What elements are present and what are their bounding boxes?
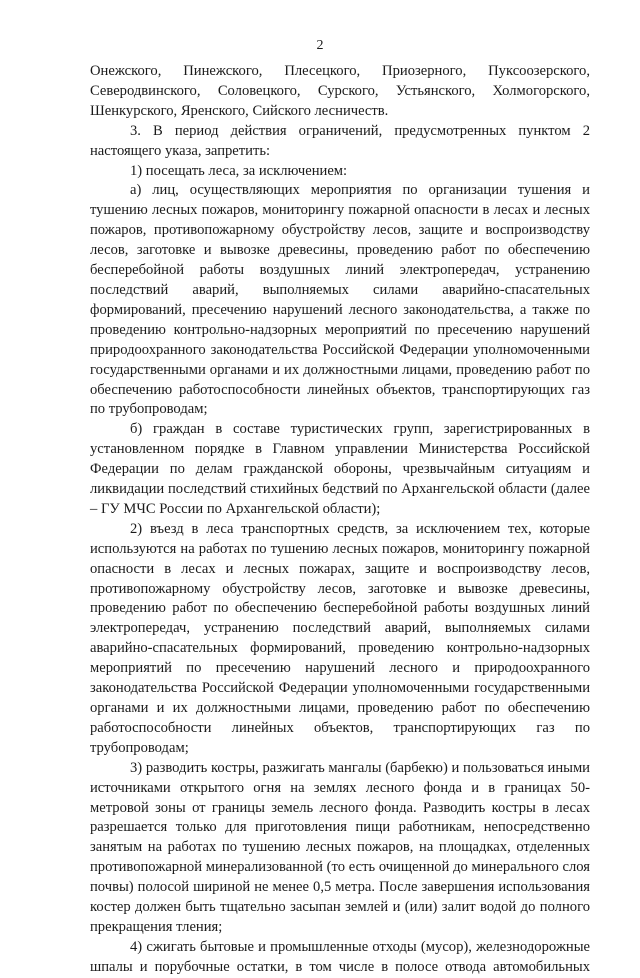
paragraph-clause-3: 3. В период действия ограничений, предусмотренных пунктом 2 настоящего указа, запретить: [90,122,590,159]
paragraph-item-4: 4) сжигать бытовые и промышленные отходы (мусор), железнодорожные шпалы и порубочные остатки, в том числе в полосе отвода автомобильных [90,938,590,975]
paragraph-forestries-list: Онежского, Пинежского, Плесецкого, Приозерного, Пуксоозерского, Северодвинского, Соловецкого, Сурского, Устьянского, Холмогорского, Шенкурского, Яренского, Сийского лесничеств. [90,63,590,119]
paragraph-item-2: 2) въезд в леса транспортных средств, за исключением тех, которые используются на работах по тушению лесных пожаров, мониторингу пожарной опасности в лесах и лесных пожарах, защите и воспроизводству лесов, противопожарному обустройству лесов, заготовке и вывозке древесины, проведению работ по обеспечению бесперебойной работы воздушных линий электропередач, устранению последствий аварий, выполняемых силами аварийно-спасательных формирований, проведению контрольно-надзорных мероприятий по пресечению нарушений лесного и природоохранного законодательства Российской Федерации уполномоченными государственными органами и их должностными лицами, проведению работ по обеспечению работоспособности линейных объектов, транспортирующих газ по трубопроводам; [90,520,590,756]
paragraph-item-1: 1) посещать леса, за исключением: [130,162,348,179]
paragraph-subitem-a: а) лиц, осуществляющих мероприятия по организации тушения и тушению лесных пожаров, мониторингу пожарной опасности в лесах и лесных пожаров, противопожарному обустройству лесов, защите и воспроизводству лесов, заготовке и вывозке древесины, проведению работ по обеспечению бесперебойной работы воздушных линий электропередач, устранению последствий аварий, выполняемых силами аварийно-спасательных формирований, пресечению нарушений лесного законодательства, а также по проведению контрольно-надзорных мероприятий по пресечению нарушений природоохранного законодательства Российской Федерации уполномоченными государственными органами и их должностными лицами, проведению работ по обеспечению работоспособности линейных объектов, транспортирующих газ по трубопроводам; [90,182,590,418]
paragraph-subitem-b: б) граждан в составе туристических групп, зарегистрированных в установленном порядке в Главном управлении Министерства Российской Федерации по делам гражданской обороны, чрезвычайным ситуациям и ликвидации последствий стихийных бедствий по Архангельской области (далее – ГУ МЧС России по Архангельской области); [90,421,590,517]
paragraph-item-3: 3) разводить костры, разжигать мангалы (барбекю) и пользоваться иными источниками открытого огня на землях лесного фонда и в границах 50-метровой зоны от границы земель лесного фонда. Разводить костры в лесах разрешается только для приготовления пищи работникам, непосредственно занятым на работах по тушению лесных пожаров, на площадках, отделенных противопожарной минерализованной (то есть очищенной до минерального слоя почвы) полосой шириной не менее 0,5 метра. После завершения использования костер должен быть тщательно засыпан землей и (или) залит водой до полного прекращения тления; [90,759,590,935]
page-number: 2 [316,38,324,53]
document-body [90,62,590,978]
